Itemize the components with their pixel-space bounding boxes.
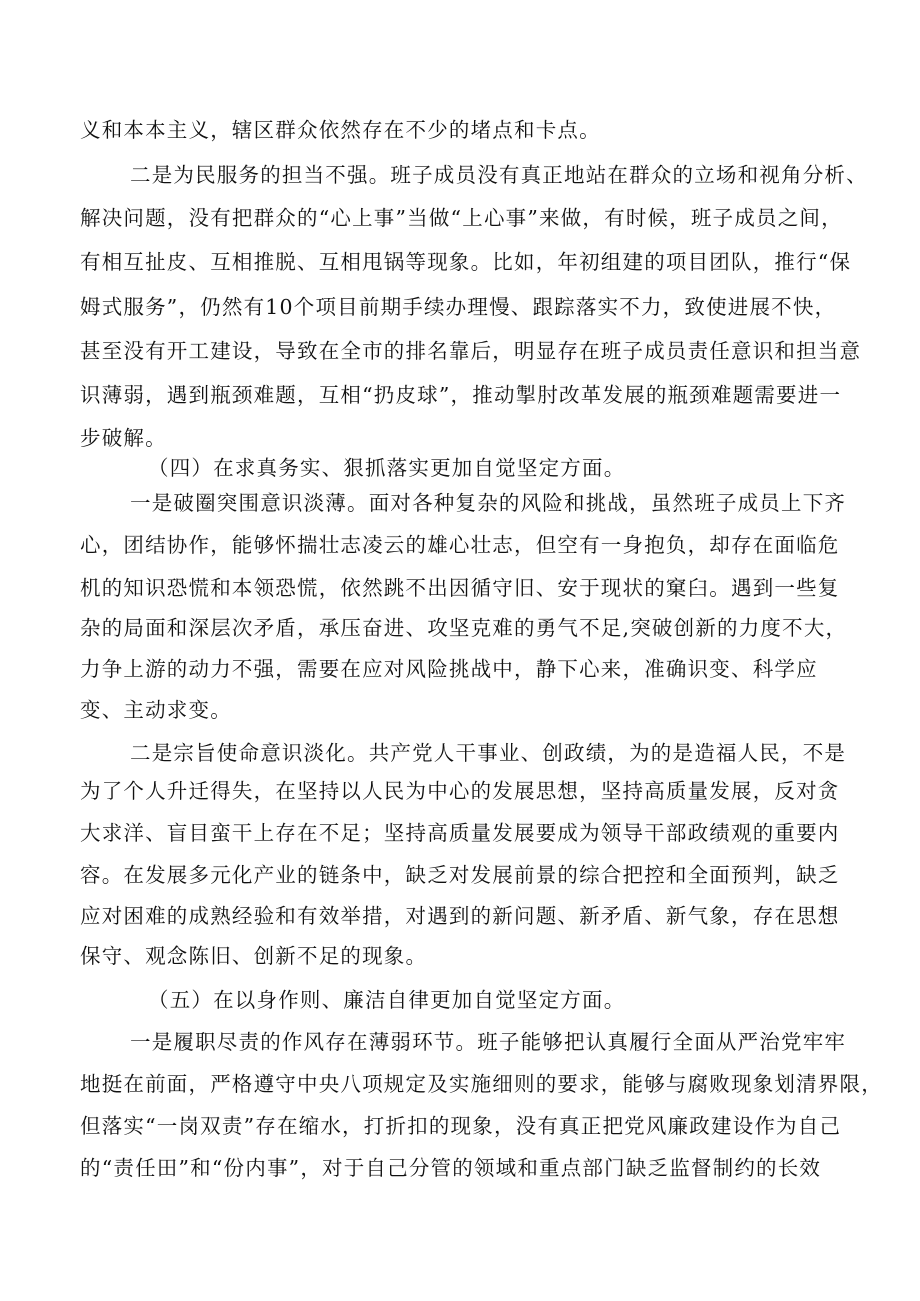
text-line: 大求洋、盲目蛮干上存在不足；坚持高质量发展要成为领导干部政绩观的重要内 — [80, 821, 840, 845]
text-line: 但落实“一岗双责”存在缩水，打折扣的现象，没有真正把党风廉政建设作为自己 — [80, 1114, 842, 1138]
text-line: 有相互扯皮、互相推脱、互相甩锅等现象。比如，年初组建的项目团队，推行“保 — [80, 250, 852, 274]
text-line: 容。在发展多元化产业的链条中，缺乏对发展前景的综合把控和全面预判，缺乏 — [80, 863, 840, 887]
text-line: 变、主动求变。 — [80, 698, 232, 722]
text-line: 心，团结协作，能够怀揣壮志凌云的雄心壮志，但空有一身抱负，却存在面临危 — [80, 533, 840, 557]
text-line: 力争上游的动力不强，需要在应对风险挑战中，静下心来，准确识变、科学应 — [80, 657, 818, 681]
section-heading: （四）在求真务实、狠抓落实更加自觉坚定方面。 — [148, 456, 626, 480]
text-line: 姆式服务”，仍然有10个项目前期手续办理慢、跟踪落实不力，致使进展不快， — [80, 295, 837, 319]
text-line: 二是为民服务的担当不强。班子成员没有真正地站在群众的立场和视角分析、 — [130, 163, 868, 187]
text-line: 杂的局面和深层次矛盾，承压奋进、攻坚克难的勇气不足,突破创新的力度不大， — [80, 616, 848, 640]
text-line: 的“责任田”和“份内事”，对于自己分管的领域和重点部门缺乏监督制约的长效 — [80, 1156, 822, 1180]
text-line: 二是宗旨使命意识淡化。共产党人干事业、创政绩，为的是造福人民，不是 — [130, 741, 847, 765]
text-line: 应对困难的成熟经验和有效举措，对遇到的新问题、新矛盾、新气象，存在思想 — [80, 904, 840, 928]
text-line: 一是履职尽责的作风存在薄弱环节。班子能够把认真履行全面从严治党牢牢 — [130, 1030, 847, 1054]
text-line: 为了个人升迁得失，在坚持以人民为中心的发展思想，坚持高质量发展，反对贪 — [80, 779, 840, 803]
text-line: 甚至没有开工建设，导致在全市的排名靠后，明显存在班子成员责任意识和担当意 — [80, 339, 862, 363]
text-line: 识薄弱，遇到瓶颈难题，互相“扔皮球”，推动掣肘改革发展的瓶颈难题需要进一 — [80, 383, 842, 407]
text-line: 一是破圈突围意识淡薄。面对各种复杂的风险和挑战，虽然班子成员上下齐 — [130, 491, 847, 515]
text-line: 地挺在前面，严格遵守中央八项规定及实施细则的要求，能够与腐败现象划清界限， — [80, 1072, 883, 1096]
section-heading: （五）在以身作则、廉洁自律更加自觉坚定方面。 — [148, 988, 626, 1012]
text-line: 解决问题，没有把群众的“心上事”当做“上心事”来做，有时候，班子成员之间， — [80, 206, 843, 230]
text-line: 义和本本主义，辖区群众依然存在不少的堵点和卡点。 — [80, 118, 601, 142]
text-line: 保守、观念陈旧、创新不足的现象。 — [80, 944, 428, 968]
text-line: 步破解。 — [80, 426, 167, 450]
text-line: 机的知识恐慌和本领恐慌，依然跳不出因循守旧、安于现状的窠臼。遇到一些复 — [80, 576, 840, 600]
